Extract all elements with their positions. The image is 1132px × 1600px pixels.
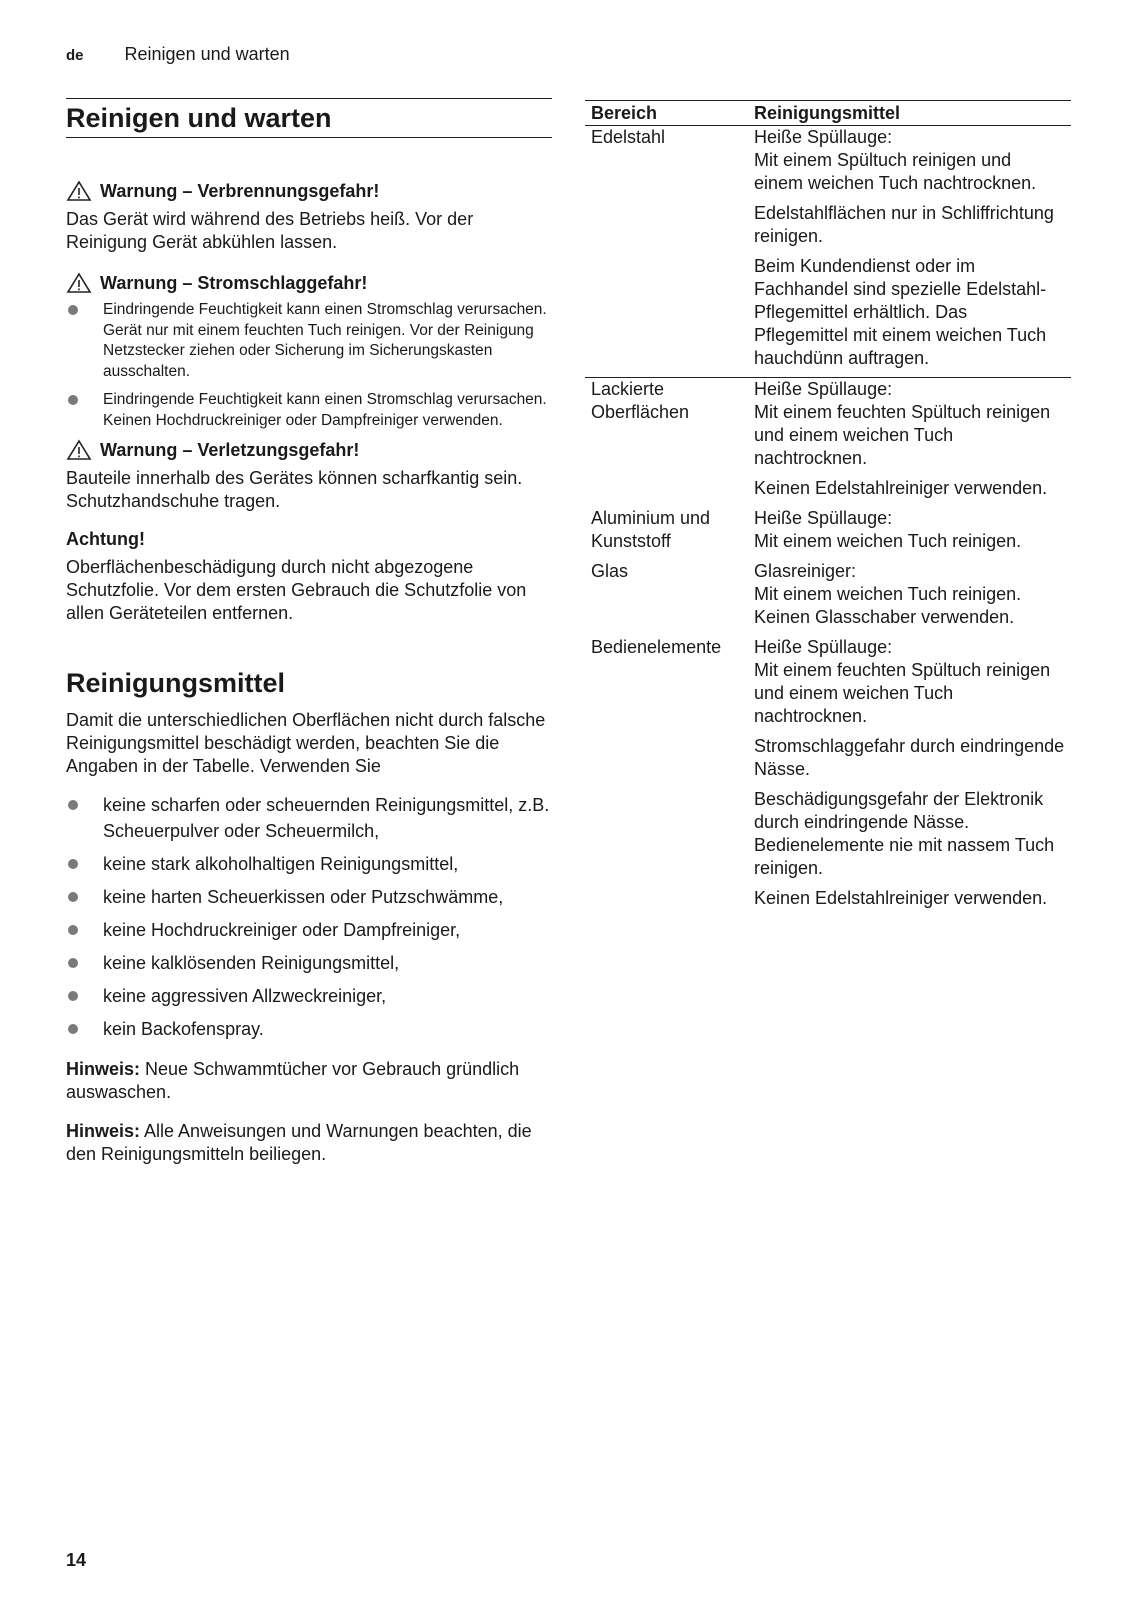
cell-paragraph: Keinen Edelstahlreiniger verwenden.	[754, 888, 1048, 908]
cell-paragraph: Beschädigungsgefahr der Elektronik durch eindringende Nässe. Bedienelemente nie mit nassem Tuch reinigen.	[754, 789, 1055, 878]
table-cell-agent	[748, 126, 1071, 378]
section-intro: Damit die unterschiedlichen Oberflächen nicht durch falsche Reinigungsmittel beschädigt werden, beachten Sie die Angaben in der Tabelle. Verwenden Sie	[66, 710, 546, 776]
warning-list	[66, 300, 552, 431]
bullet-icon	[68, 1024, 78, 1034]
bullet-icon	[68, 958, 78, 968]
warning-triangle-icon	[66, 180, 92, 202]
table-row	[585, 636, 1071, 917]
table-row	[585, 560, 1071, 636]
language-code: de	[66, 47, 84, 64]
page-header	[66, 44, 290, 65]
list-item-text: kein Backofenspray.	[103, 1019, 264, 1039]
cell-paragraph: Beim Kundendienst oder im Fachhandel sind spezielle Edelstahl-Pflegemittel erhältlich. Das Pflegemittel mit einem weichen Tuch hauchdünn auftragen.	[754, 256, 1047, 368]
hint-text: Neue Schwammtücher vor Gebrauch gründlich auswaschen.	[66, 1059, 520, 1102]
table-cell-agent	[748, 560, 1071, 636]
table-cell-area: Bedienelemente	[591, 637, 722, 657]
warning-triangle-icon	[66, 272, 92, 294]
achtung-text: Oberflächenbeschädigung durch nicht abgezogene Schutzfolie. Vor dem ersten Gebrauch die Schutzfolie von allen Geräteteilen entfernen.	[66, 557, 527, 623]
bullet-icon	[68, 395, 78, 405]
page-title: Reinigen und warten	[66, 98, 552, 138]
left-column	[66, 98, 552, 1166]
section-title: Reinigungsmittel	[66, 668, 286, 698]
cell-paragraph: Heiße Spüllauge: Mit einem feuchten Spültuch reinigen und einem weichen Tuch nachtrocknen.	[754, 637, 1051, 726]
table-row	[585, 378, 1071, 508]
bullet-icon	[68, 925, 78, 935]
cell-paragraph: Edelstahlflächen nur in Schliffrichtung reinigen.	[754, 203, 1054, 246]
table-row	[585, 507, 1071, 560]
hint-label: Hinweis:	[66, 1121, 141, 1141]
table-row	[585, 126, 1071, 378]
list-item-text: Eindringende Feuchtigkeit kann einen Stromschlag verursachen. Gerät nur mit einem feuchten Tuch reinigen. Vor der Reinigung Netzstecker ziehen oder Sicherung im Sicherungskasten ausschalten.	[103, 301, 547, 380]
warning-title: Warnung – Verbrennungsgefahr!	[100, 180, 380, 201]
table-cell-agent	[748, 636, 1071, 917]
list-item	[66, 950, 552, 976]
right-column	[585, 100, 1071, 917]
list-item	[66, 983, 552, 1009]
cell-paragraph: Stromschlaggefahr durch eindringende Nässe.	[754, 736, 1065, 779]
cell-paragraph: Glasreiniger: Mit einem weichen Tuch reinigen. Keinen Glasschaber verwenden.	[754, 561, 1022, 627]
warning-shock	[66, 272, 552, 294]
table-body	[585, 126, 1071, 918]
list-item-text: keine stark alkoholhaltigen Reinigungsmittel,	[103, 854, 459, 874]
cell-paragraph: Keinen Edelstahlreiniger verwenden.	[754, 478, 1048, 498]
list-item-text: keine aggressiven Allzweckreiniger,	[103, 986, 387, 1006]
list-item	[66, 792, 552, 844]
table-header-row	[585, 101, 1071, 126]
table-cell-area: Edelstahl	[585, 126, 748, 378]
cell-paragraph: Heiße Spüllauge: Mit einem Spültuch reinigen und einem weichen Tuch nachtrocknen.	[754, 127, 1037, 193]
bullet-icon	[68, 892, 78, 902]
list-item	[66, 884, 552, 910]
cleaning-table	[585, 100, 1071, 917]
warning-text: Bauteile innerhalb des Gerätes können scharfkantig sein. Schutzhandschuhe tragen.	[66, 468, 523, 511]
hint-1	[66, 1058, 552, 1104]
warning-text: Das Gerät wird während des Betriebs heiß. Vor der Reinigung Gerät abkühlen lassen.	[66, 209, 474, 252]
warning-triangle-icon	[66, 439, 92, 461]
table-cell-agent	[748, 378, 1071, 508]
list-item-text: keine Hochdruckreiniger oder Dampfreiniger,	[103, 920, 461, 940]
warning-injury	[66, 439, 552, 461]
table-cell-area: Glas	[591, 561, 629, 581]
table-cell-agent	[748, 507, 1071, 560]
cell-paragraph: Heiße Spüllauge: Mit einem weichen Tuch reinigen.	[754, 508, 1022, 551]
bullet-icon	[68, 859, 78, 869]
warning-title: Warnung – Stromschlaggefahr!	[100, 272, 368, 293]
hint-2	[66, 1120, 552, 1166]
list-item-text: keine scharfen oder scheuernden Reinigungsmittel, z.B. Scheuerpulver oder Scheuermilch,	[103, 795, 550, 841]
list-item-text: keine kalklösenden Reinigungsmittel,	[103, 953, 400, 973]
bullet-icon	[68, 800, 78, 810]
warning-title: Warnung – Verletzungsgefahr!	[100, 439, 360, 460]
column-header-area: Bereich	[585, 101, 748, 126]
cleaning-agent-list	[66, 792, 552, 1042]
bullet-icon	[68, 305, 78, 315]
header-section: Reinigen und warten	[124, 44, 290, 64]
list-item	[66, 851, 552, 877]
table-cell-area: Lackierte Oberflächen	[591, 379, 690, 422]
warning-burn	[66, 180, 552, 202]
list-item	[66, 917, 552, 943]
achtung-title: Achtung!	[66, 529, 145, 549]
hint-text: Alle Anweisungen und Warnungen beachten, die den Reinigungsmitteln beiliegen.	[66, 1121, 532, 1164]
bullet-icon	[68, 991, 78, 1001]
hint-label: Hinweis:	[66, 1059, 141, 1079]
list-item-text: keine harten Scheuerkissen oder Putzschwämme,	[103, 887, 504, 907]
list-item	[66, 390, 552, 431]
page-number: 14	[66, 1550, 87, 1570]
cell-paragraph: Heiße Spüllauge: Mit einem feuchten Spültuch reinigen und einem weichen Tuch nachtrocknen.	[754, 379, 1051, 468]
column-header-agent: Reinigungsmittel	[748, 101, 1071, 126]
table-cell-area: Aluminium und Kunststoff	[591, 508, 711, 551]
list-item	[66, 1016, 552, 1042]
list-item-text: Eindringende Feuchtigkeit kann einen Stromschlag verursachen. Keinen Hochdruckreiniger oder Dampfreiniger verwenden.	[103, 391, 547, 429]
list-item	[66, 300, 552, 382]
